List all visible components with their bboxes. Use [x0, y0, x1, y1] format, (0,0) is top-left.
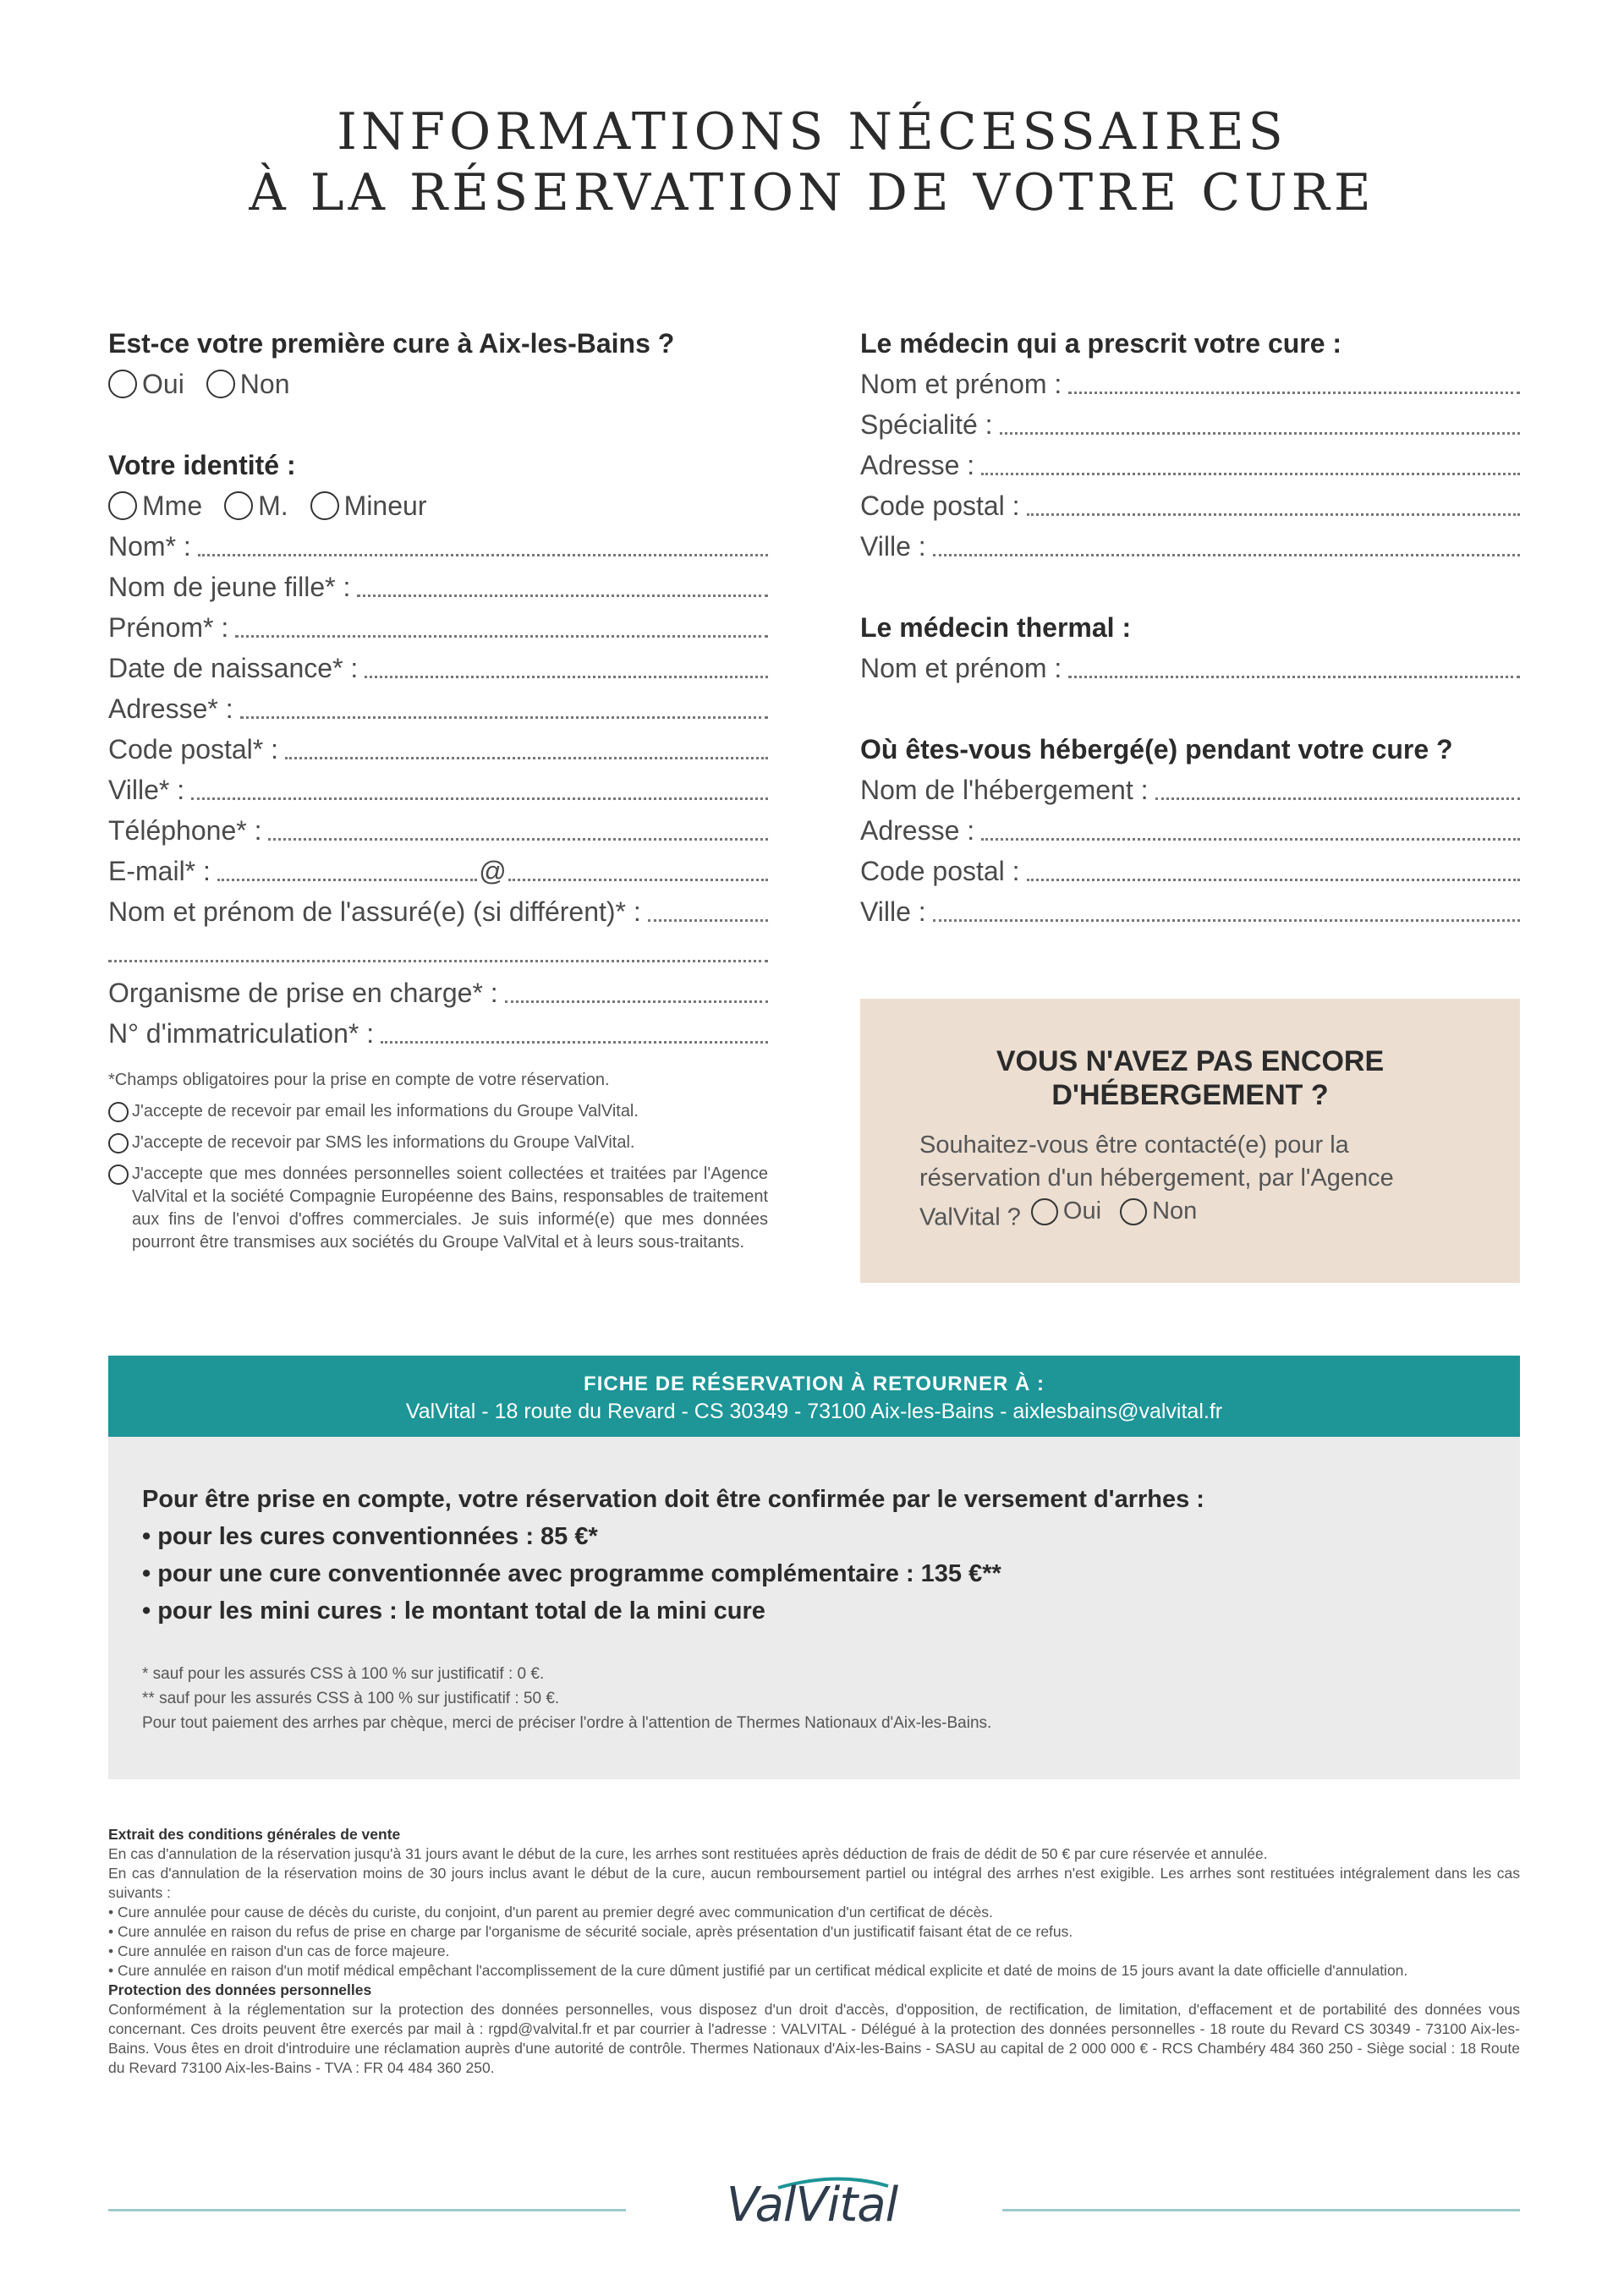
left-column — [108, 323, 768, 1254]
radio-icon[interactable] — [108, 1133, 129, 1153]
prescriber-specialty[interactable]: Spécialité : — [860, 404, 1520, 445]
email-at-sign: @ — [479, 856, 507, 886]
prescriber-name[interactable]: Nom et prénom : — [860, 364, 1520, 404]
field-email[interactable]: E-mail* : @ — [108, 851, 768, 891]
terms-line: • Cure annulée pour cause de décès du curiste, du conjoint, d'un parent au premier degré avec communication d'un certificat de décès. — [108, 1904, 993, 1921]
terms-line: En cas d'annulation de la réservation moins de 30 jours inclus avant le début de la cure, aucun remboursement partiel ou intégral des arrhes n'est exigible. Les arrhes sont restituées intégralement dans les cas suivants : — [108, 1865, 1520, 1901]
field-phone[interactable]: Téléphone* : — [108, 810, 768, 851]
field-postal-code[interactable]: Code postal* : — [108, 729, 768, 770]
field-maiden-name[interactable]: Nom de jeune fille* : — [108, 567, 768, 607]
terms-line: • Cure annulée en raison d'un cas de force majeure. — [108, 1943, 450, 1959]
civility-minor[interactable]: Mineur — [310, 490, 427, 522]
return-banner — [108, 1356, 1520, 1437]
radio-icon[interactable] — [206, 370, 235, 398]
consent-sms[interactable]: J'accepte de recevoir par SMS les informations du Groupe ValVital. — [108, 1132, 768, 1154]
first-cure-question: Est-ce votre première cure à Aix-les-Bains ? — [108, 328, 675, 359]
return-title: FICHE DE RÉSERVATION À RETOURNER À : — [584, 1373, 1045, 1395]
logo-text: ValVital — [726, 2178, 898, 2233]
radio-icon[interactable] — [108, 1164, 129, 1185]
lodging-city[interactable]: Ville : — [860, 891, 1520, 932]
radio-icon[interactable] — [1120, 1198, 1147, 1225]
terms-section — [108, 1825, 1520, 2078]
first-cure-no[interactable]: Non — [206, 369, 290, 400]
consent-email[interactable]: J'accepte de recevoir par email les informations du Groupe ValVital. — [108, 1100, 768, 1123]
footer-line-left — [108, 2209, 626, 2211]
prescriber-city[interactable]: Ville : — [860, 526, 1520, 567]
deposit-box — [108, 1437, 1520, 1779]
identity-heading: Votre identité : — [108, 450, 296, 480]
field-city[interactable]: Ville* : — [108, 770, 768, 810]
field-registration-number[interactable]: N° d'immatriculation* : — [108, 1013, 768, 1054]
title-line-1: INFORMATIONS NÉCESSAIRES — [337, 102, 1287, 162]
privacy-heading: Protection des données personnelles — [108, 1981, 372, 1998]
no-lodging-text: Souhaitez-vous être contacté(e) pour la réservation d'un hébergement, par l'Agence ValVital ? Oui Non — [919, 1132, 1394, 1231]
radio-icon[interactable] — [108, 1102, 129, 1122]
civility-mme[interactable]: Mme — [108, 490, 202, 522]
no-lodging-box — [860, 999, 1520, 1283]
civility-options — [108, 485, 768, 526]
consent-data[interactable]: J'accepte que mes données personnelles soient collectées et traitées par l'Agence ValVital et la société Compagnie Européenne des Bains, responsables de traitement aux fins de l'envoi d'offres commerciales. Je suis informé(e) que mes données pourront être transmises aux sociétés du Groupe ValVital et à leurs sous-traitants. — [108, 1163, 768, 1254]
terms-line: • Cure annulée en raison d'un motif médical empêchant l'accomplissement de la cure dûment justifié par un certificat médical explicite et daté de moins de 15 jours avant la date officielle d'annulation. — [108, 1962, 1408, 1979]
first-cure-options — [108, 364, 768, 404]
privacy-text: Conformément à la réglementation sur la protection des données personnelles, vous disposez d'un droit d'accès, d'opposition, de rectification, de limitation, d'effacement et de portabilité des données vous concernant. Ces droits peuvent être exercés par mail à : rgpd@valvital.fr et par courrier à l'adresse : VALVITAL - Délégué à la protection des données personnelles - 18 route du Revard CS 30349 - 73100 Aix-les-Bains. Vous êtes en droit d'introduire une réclamation auprès d'une autorité de contrôle. Thermes Nationaux d'Aix-les-Bains - SASU au capital de 2 000 000 € - RCS Chambéry 484 360 250 - Siège social : 18 Route du Revard 73100 Aix-les-Bains - TVA : FR 04 484 360 250. — [108, 2001, 1520, 2076]
no-lodging-heading: VOUS N'AVEZ PAS ENCORE D'HÉBERGEMENT ? — [996, 1045, 1385, 1111]
thermal-heading: Le médecin thermal : — [860, 612, 1132, 643]
field-organism[interactable]: Organisme de prise en charge* : — [108, 973, 768, 1013]
no-lodging-yes[interactable]: Oui — [1028, 1195, 1101, 1228]
field-first-name[interactable]: Prénom* : — [108, 607, 768, 648]
page-title — [0, 101, 1624, 223]
thermal-name[interactable]: Nom et prénom : — [860, 648, 1520, 688]
radio-icon[interactable] — [224, 491, 253, 520]
lodging-heading: Où êtes-vous hébergé(e) pendant votre cure ? — [860, 734, 1453, 764]
terms-heading: Extrait des conditions générales de vente — [108, 1826, 401, 1843]
right-column — [860, 323, 1520, 932]
radio-icon[interactable] — [1031, 1198, 1058, 1225]
required-note: *Champs obligatoires pour la prise en compte de votre réservation. — [108, 1071, 610, 1089]
field-address[interactable]: Adresse* : — [108, 688, 768, 729]
valvital-logo — [719, 2169, 905, 2237]
field-insured-name[interactable]: Nom et prénom de l'assuré(e) (si différent)* : — [108, 891, 768, 932]
terms-line: En cas d'annulation de la réservation jusqu'à 31 jours avant le début de la cure, les arrhes sont restituées après déduction de frais de dédit de 50 € par cure réservée et annulée. — [108, 1845, 1268, 1862]
lodging-postal-code[interactable]: Code postal : — [860, 851, 1520, 891]
field-insured-name-cont[interactable] — [108, 932, 768, 973]
title-line-2: À LA RÉSERVATION DE VOTRE CURE — [249, 163, 1375, 222]
radio-icon[interactable] — [108, 491, 137, 520]
field-last-name[interactable]: Nom* : — [108, 526, 768, 567]
lodging-address[interactable]: Adresse : — [860, 810, 1520, 851]
no-lodging-no[interactable]: Non — [1120, 1195, 1197, 1228]
lodging-name[interactable]: Nom de l'hébergement : — [860, 770, 1520, 810]
radio-icon[interactable] — [108, 370, 137, 398]
field-birth-date[interactable]: Date de naissance* : — [108, 648, 768, 688]
footer-line-right — [1002, 2209, 1520, 2211]
radio-icon[interactable] — [310, 491, 339, 520]
civility-m[interactable]: M. — [224, 490, 288, 522]
return-address: ValVital - 18 route du Revard - CS 30349 - 73100 Aix-les-Bains - aixlesbains@valvital.fr — [405, 1400, 1223, 1423]
terms-line: • Cure annulée en raison du refus de prise en charge par l'organisme de sécurité sociale, après présentation d'un justificatif faisant état de ce refus. — [108, 1923, 1073, 1940]
prescriber-address[interactable]: Adresse : — [860, 445, 1520, 485]
deposit-lines: Pour être prise en compte, votre réservation doit être confirmée par le versement d'arrhes : • pour les cures conventionnées : 85 €* • pour une cure conventionnée avec programme complémentaire : 135 €** • pour les mini cures : le montant total de la mini cure — [142, 1486, 1204, 1625]
prescriber-postal-code[interactable]: Code postal : — [860, 485, 1520, 526]
prescriber-heading: Le médecin qui a prescrit votre cure : — [860, 328, 1342, 359]
first-cure-yes[interactable]: Oui — [108, 369, 184, 400]
deposit-notes: * sauf pour les assurés CSS à 100 % sur justificatif : 0 €. ** sauf pour les assurés CSS à 100 % sur justificatif : 50 €. Pour tout paiement des arrhes par chèque, merci de préciser l'ordre à l'attention de Thermes Nationaux d'Aix-les-Bains. — [142, 1665, 992, 1732]
